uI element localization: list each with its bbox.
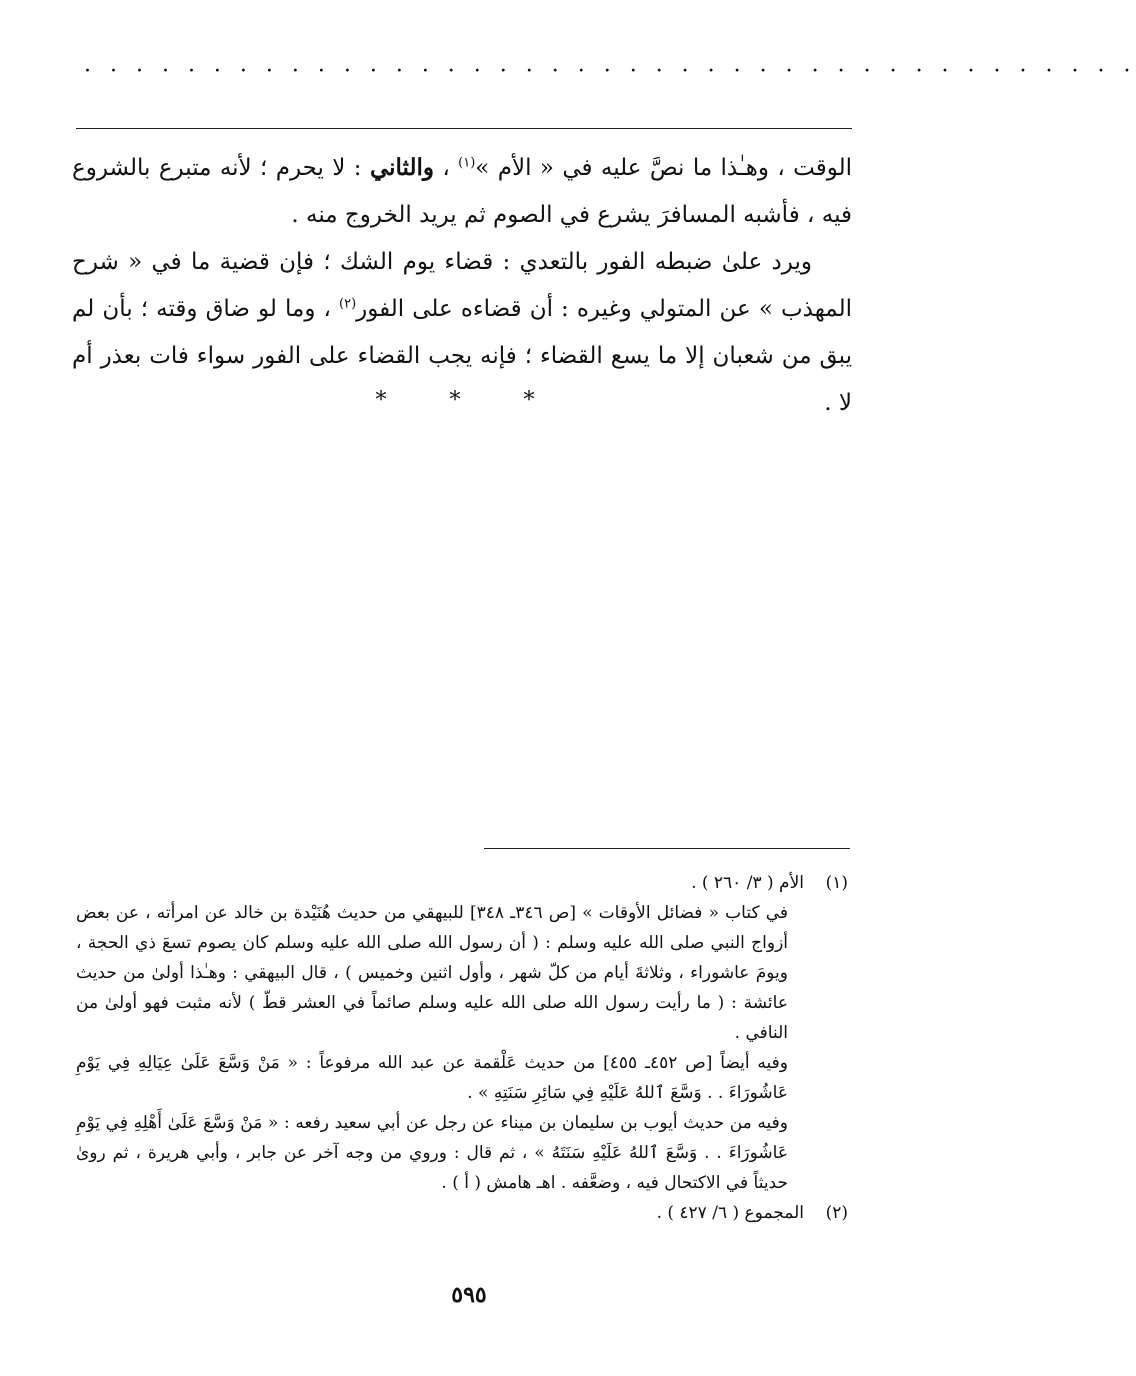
footnote-1-paragraph-2: وفيه أيضاً [ص ٤٥٢ـ ٤٥٥] من حديث عَلْقمة عن عبد الله مرفوعاً : « مَنْ وَسَّعَ عَلَىٰ عِيَالِهِ فِي يَوْمِ عَاشُورَاءَ . . وَسَّعَ ٱللهُ عَلَيْهِ فِي سَائِرِ سَنَتِهِ » . <box>76 1053 789 1103</box>
footnote-ref-1[interactable]: (١) <box>458 155 476 171</box>
paragraph-1-part-b: ، <box>433 155 459 181</box>
footnote-1-paragraph-3: وفيه من حديث أيوب بن سليمان بن ميناء عن رجل عن أبي سعيد رفعه : « مَنْ وَسَّعَ عَلَىٰ أَهْلِهِ فِي يَوْمِ عَاشُورَاءَ . . وَسَّعَ ٱللهُ عَلَيْهِ سَنَتَهُ » ، ثم قال : وروي من وجه آخر عن جابر ، وأبي هريرة ، ثم روىٰ حديثاً في الاكتحال فيه ، وضعَّفه . اهـ هامش ( أ ) . <box>76 1113 788 1193</box>
footnote-1-number: (١) <box>825 873 848 893</box>
footnote-2-heading <box>76 1198 848 1228</box>
paragraph-1-part-c: : لا يحرم ؛ لأنه متبرع بالشروع فيه ، فأشبه المسافرَ يشرع في الصوم ثم يريد الخروج منه . <box>72 155 852 228</box>
header-dot-leader: · · · · · · · · · · · · · · · · · · · · · · · · · · · · · · · · · · · · · · · · · <box>84 59 1136 84</box>
footnote-rule <box>484 848 850 849</box>
paragraph-1-part-a: الوقت ، وهـٰذا ما نصَّ عليه في « الأم » <box>475 155 852 181</box>
footnote-ref-2[interactable]: (٢) <box>339 296 357 312</box>
footnote-2-title: المجموع ( ٦/ ٤٢٧ ) . <box>656 1203 804 1223</box>
footnote-1 <box>76 868 848 1198</box>
footnote-1-paragraph-1: في كتاب « فضائل الأوقات » [ص ٣٤٦ـ ٣٤٨] للبيهقي من حديث هُنَيْدة بن خالد عن امرأته ، عن بعض أزواج النبي صلى الله عليه وسلم : ( أن رسول الله صلى الله عليه وسلم كان يصوم تسعَ ذي الحجة ، ويومَ عاشوراء ، وثلاثةَ أيام من كلّ شهر ، وأول اثنين وخميس ) ، قال البيهقي : وهـٰذا أولىٰ من حديث عائشة : ( ما رأيت رسول الله صلى الله عليه وسلم صائماً في العشر قطّ ) لأنه مثبت فهو أولىٰ من النافي . <box>76 903 788 1043</box>
footnote-1-title: الأم ( ٣/ ٢٦٠ ) . <box>691 873 804 893</box>
section-separator: * * * <box>375 388 563 413</box>
header-rule <box>76 128 852 129</box>
paragraph-1 <box>72 144 852 239</box>
main-text <box>72 144 852 427</box>
page-number: ٥٩٥ <box>451 1282 487 1308</box>
footnote-2-number: (٢) <box>825 1203 848 1223</box>
paragraph-1-bold-term: والثاني <box>369 154 434 181</box>
footnote-2 <box>76 1198 848 1228</box>
footnote-1-heading <box>76 868 848 898</box>
footnotes <box>76 868 848 1228</box>
paragraph-2-part-b: ، وما لو ضاق وقته ؛ بأن لم يبق من شعبان إلا ما يسع القضاء ؛ فإنه يجب القضاء على الفور سواء فات بعذر أم لا . <box>72 296 852 416</box>
paragraph-2-part-a: ويرد علىٰ ضبطه الفور بالتعدي : قضاء يوم الشك ؛ فإن قضية ما في « شرح المهذب » عن المتولي وغيره : أن قضاءه على الفور <box>72 249 852 322</box>
